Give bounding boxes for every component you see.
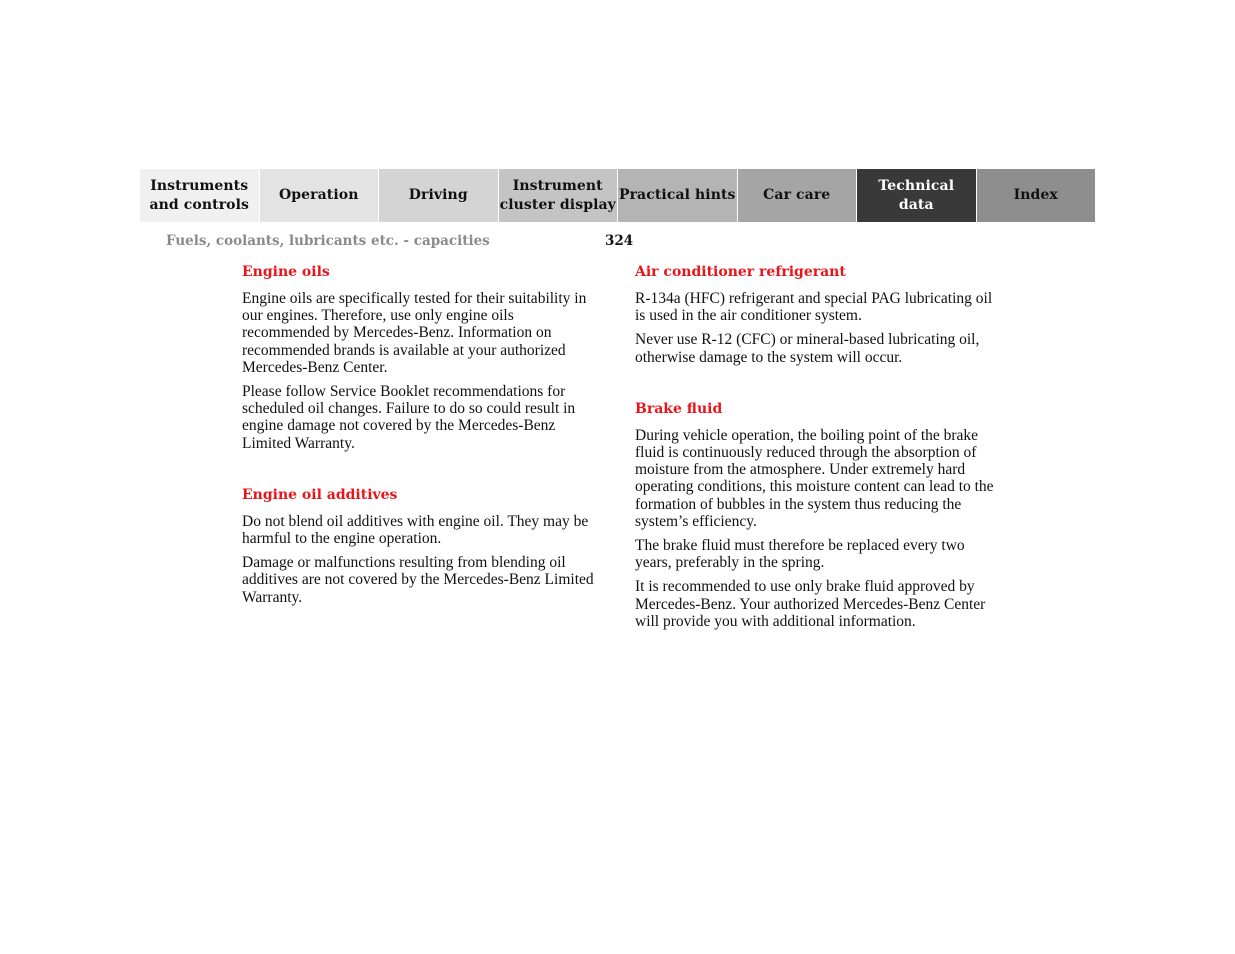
heading-engine-oils: Engine oils (242, 264, 330, 280)
engine-oil-additives-paragraph-1: Do not blend oil additives with engine oil. They may be harmful to the engine operation. (242, 512, 589, 548)
section-title: Fuels, coolants, lubricants etc. - capacities (166, 233, 490, 249)
brake-fluid-paragraph-2: The brake fluid must therefore be replaced every two years, preferably in the spring. (635, 537, 965, 572)
tab-instrument-cluster-display[interactable]: Instrument cluster display (499, 169, 619, 222)
tab-car-care[interactable]: Car care (738, 169, 858, 222)
heading-engine-oil-additives: Engine oil additives (242, 486, 398, 503)
engine-oils-paragraph-1: Engine oils are specifically tested for their suitability in our engines. Therefore, use only engine oils recommended by Mercedes-Benz. Information on recommended brands is available at your authorized Mercedes-Benz Center. (242, 290, 587, 376)
section-spacer (242, 459, 602, 485)
right-column (635, 262, 995, 637)
tab-driving[interactable]: Driving (379, 169, 499, 222)
brake-fluid-paragraph-1: During vehicle operation, the boiling point of the brake fluid is continuously reduced through the absorption of moisture from the atmosphere. Under extremely hard operating conditions, this moisture content can lead to the formation of bubbles in the system thus reducing the system’s efficiency. (635, 426, 994, 530)
engine-oil-additives-paragraph-2: Damage or malfunctions resulting from blending oil additives are not covered by the Mercedes-Benz Limited Warranty. (242, 554, 594, 606)
ac-refrigerant-paragraph-2: Never use R-12 (CFC) or mineral-based lubricating oil, otherwise damage to the system will occur. (635, 331, 980, 366)
tab-index[interactable]: Index (977, 169, 1096, 222)
section-spacer (635, 373, 995, 399)
engine-oils-paragraph-2: Please follow Service Booklet recommendations for scheduled oil changes. Failure to do so could result in engine damage not covered by the Mercedes-Benz Limited Warranty. (242, 383, 576, 452)
tab-operation[interactable]: Operation (260, 169, 380, 222)
heading-brake-fluid: Brake fluid (635, 400, 723, 417)
tab-technical-data[interactable]: Technical data (857, 169, 977, 222)
heading-air-conditioner-refrigerant: Air conditioner refrigerant (635, 264, 846, 280)
tab-instruments-and-controls[interactable]: Instruments and controls (140, 169, 260, 222)
ac-refrigerant-paragraph-1: R-134a (HFC) refrigerant and special PAG lubricating oil is used in the air conditioner system. (635, 290, 993, 325)
brake-fluid-paragraph-3: It is recommended to use only brake fluid approved by Mercedes-Benz. Your authorized Mercedes-Benz Center will provide you with additional information. (635, 578, 986, 630)
left-column (242, 262, 602, 613)
tab-practical-hints[interactable]: Practical hints (618, 169, 738, 222)
page-number: 324 (605, 233, 634, 249)
chapter-tab-bar (140, 169, 1095, 222)
